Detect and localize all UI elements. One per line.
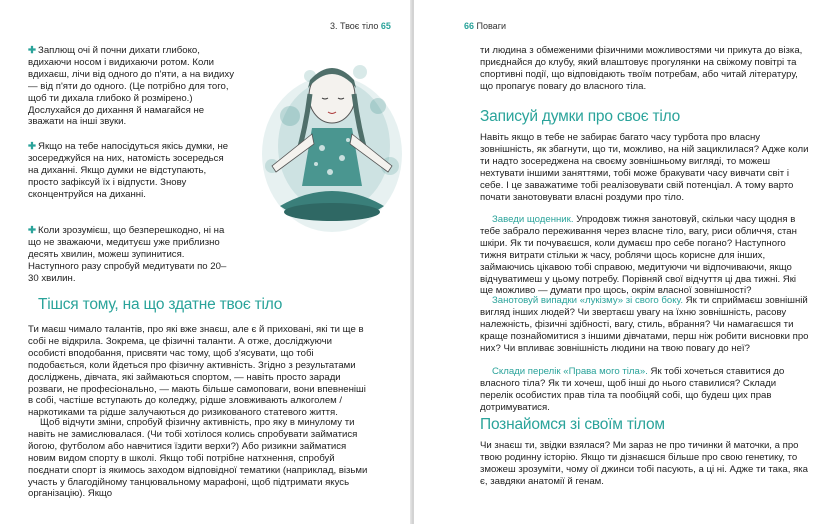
paragraph-physical-activity: Щоб відчути зміни, спробуй фізичну активність, про яку в минулому ти навіть не замислювалася. (Чи тобі хотілося колись спробувати займатися йогою, футболом або навчитися їздити верхи?) Або ризикни займатися новим видом спорту в школі. Якщо тобі потрібне натхнення, спробуй поєднати спорт із якимось заходом відповідної тематики (наприклад, візьми участь у благодійному танцювальному марафоні, щоб підтримати якусь організацію). Якщо xyxy=(28,417,368,500)
list-item-lookism: Занотовуй випадки «лукізму» зі свого боку. Як ти сприймаєш зовнішній вигляд інших людей? Чи звертаєш увагу на їхню зовнішність, расову належність, фізичні здібності, вагу, стиль, вбрання? Чи намагаєшся ти краще познайомитися з іншими дівчатами, перш ніж робити висновки про них? Чи впливає зовнішність людини на твою повагу до неї? xyxy=(480,295,809,354)
page-number-left: 65 xyxy=(380,21,391,31)
bullet-item-duration: ✚ Коли зрозумієш, що безперешкодно, ні на що не зважаючи, медитуєш уже приблизно десять хвилин, можеш зупинитися. Наступного разу спробуй медитувати по 20–30 хвилин. xyxy=(28,225,227,284)
list-item-body-rights: Склади перелік «Права мого тіла». Як тобі хочеться ставитися до власного тіла? Як ти хочеш, щоб інші до нього ставилися? Склади перелік особистих прав тіла та пообіцяй собі, що будеш цих прав дотримуватися. xyxy=(480,366,785,413)
list-item-diary: Заведи щоденник. Упродовж тижня занотовуй, скільки часу щодня в тебе забрало переживання через власне тіло, вагу, риси обличчя, стан шкіри. Як ти почуваєшся, коли думаєш про себе погано? Наступного тижня витрати стільки ж часу, роблячи щось корисне для інших, займаючись цікавою тобі справою, медитуючи чи відпочиваючи, якщо відчуватимеш у цьому потребу. Порівняй свої відчуття ці два тижні. Які ще можливо — думати про щось, окрім власної зовнішності? xyxy=(480,214,797,297)
chapter-title: 3. Твоє тіло xyxy=(330,21,379,31)
paragraph-genetics: Чи знаєш ти, звідки взялася? Ми зараз не про тичинки й маточки, а про твою родинну історію. Якщо ти дізнаєшся більше про свою генетику, то зможеш зрозуміти, чому ої джинси тобі пасують, а ці ні. Адже ти така, яка є, завдяки анатомії й генам. xyxy=(480,440,809,487)
bullet-icon: ✚ xyxy=(28,45,37,56)
paragraph-appearance: Навіть якщо в тебе не забирає багато часу турбота про власну зовнішність, як збагнути, що ти, можливо, на ній зациклилася? Адже коли ти надто зосереджена на своєму зовнішньому вигляді, то можеш нехтувати іншими заняттями, тобі може бракувати часу вивчати світ і себе. І це заважатиме тобі реалізовувати свій потенціал. А тому варто почати занотовувати власні роздуми про тіло. xyxy=(480,132,809,203)
page-number-right: 66 xyxy=(464,21,475,31)
bullet-item-breathing: ✚ Заплющ очі й почни дихати глибоко, вдихаючи носом і видихаючи ротом. Коли вдихаєш, лічи від одного до п'яти, а на видиху — від п'яти до одного. (Це потрібно для того, щоб ти дихала глибоко й розмірено.) Дослухайся до дихання й намагайся не зважати на інші звуки. xyxy=(28,45,234,128)
running-head-left xyxy=(330,21,391,31)
left-page xyxy=(0,0,412,524)
paragraph-talents: Ти маєш чимало талантів, про які вже знаєш, але є й приховані, які ти ще в собі не відкрила. Зокрема, це фізичні таланти. А отже, досліджуючи особисті вподобання, присвяти час тому, щоб з'ясувати, що тобі подобається, коли йдеться про фізичну активність. Згідно з результатами досліджень, дівчата, які займаються спортом, — навіть просто заради розваги, не професіонально, — мають більше самоповаги, вони впевненіші в собі, частіше вступають до коледжу, рідше зловживають алкоголем / наркотиками та рідше залучаються до ризикованого статевого життя. xyxy=(28,324,366,419)
paragraph-continuation: ти людина з обмеженими фізичними можливостями чи прикута до візка, приєднайся до клубу, який влаштовує прогулянки на свіжому повітрі та спортивні події, що відповідають твоїм потребам, або читай літературу, що пропагує повагу до власного тіла. xyxy=(480,45,803,92)
section-heading-write-thoughts: Записуй думки про своє тіло xyxy=(480,108,681,125)
meditating-girl-illustration xyxy=(250,36,412,242)
bullet-item-thoughts: ✚ Якщо на тебе напосідуться якісь думки, не зосереджуйся на них, натомість зосередься на диханні. Якщо думки не відступають, просто зафіксуй їх і відпусти. Знову сконцентруйся на диханні. xyxy=(28,141,229,200)
section-heading-body-abilities: Тішся тому, на що здатне твоє тіло xyxy=(38,296,283,313)
bullet-icon: ✚ xyxy=(28,141,37,152)
bullet-icon: ✚ xyxy=(28,225,37,236)
right-page xyxy=(414,0,826,524)
section-heading-know-body: Познайомся зі своїм тілом xyxy=(480,416,665,433)
book-title: Поваги xyxy=(476,21,507,31)
running-head-right xyxy=(464,21,506,31)
